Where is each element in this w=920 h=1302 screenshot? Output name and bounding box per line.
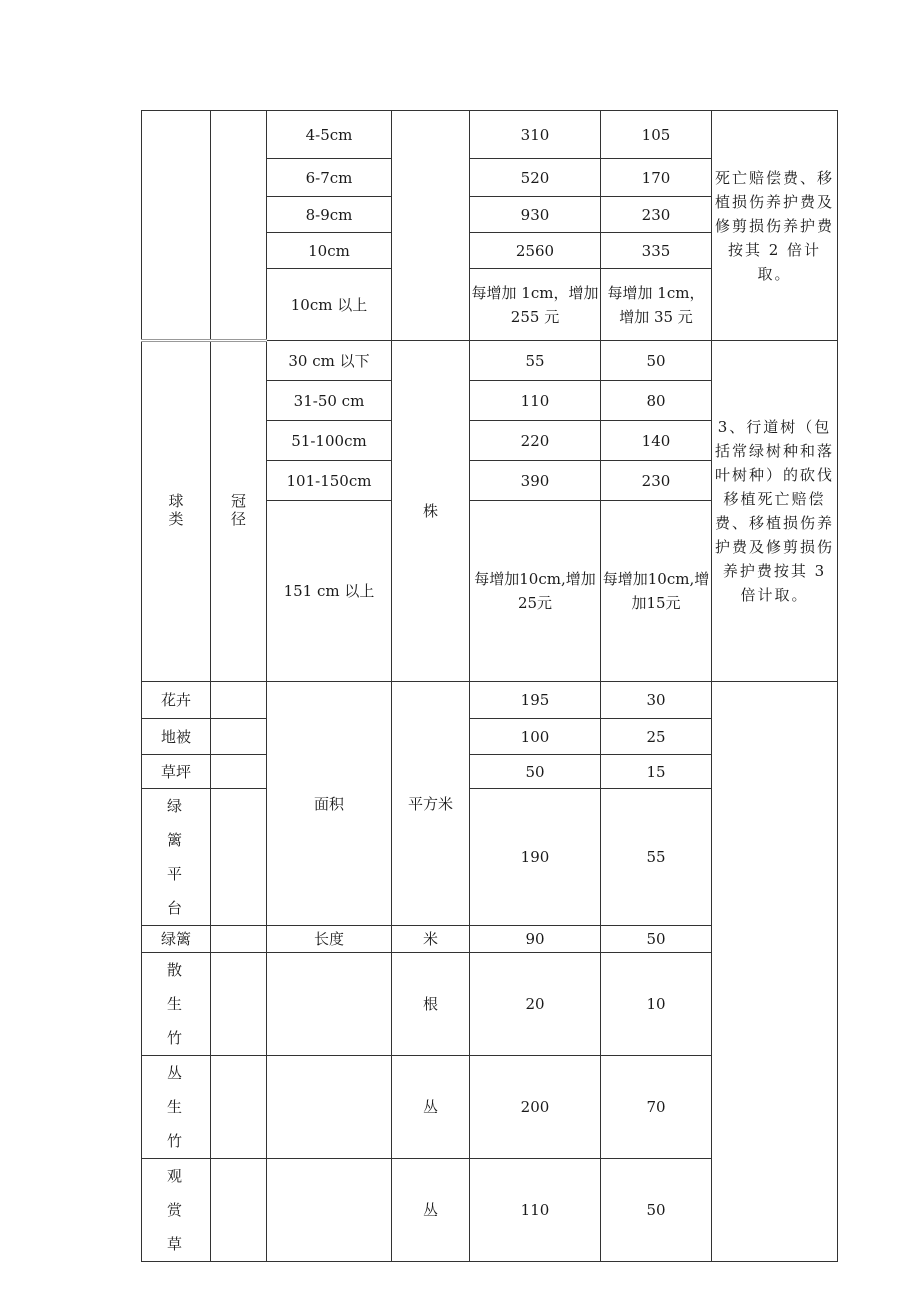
category-cell: 地被 (142, 719, 211, 755)
value2-cell: 70 (601, 1056, 712, 1159)
value2-cell: 230 (601, 461, 712, 501)
value2-cell: 230 (601, 197, 712, 233)
spec-cell: 8-9cm (267, 197, 392, 233)
unit-cell: 株 (392, 341, 470, 682)
measure-cell (211, 341, 267, 682)
category-cell: 草坪 (142, 755, 211, 789)
value1-cell: 100 (470, 719, 601, 755)
value1-cell: 每增加 1cm，增加 255 元 (470, 269, 601, 341)
measure-cell (211, 682, 267, 719)
value2-cell: 15 (601, 755, 712, 789)
spec-cell: 面积 (267, 682, 392, 926)
value2-cell: 50 (601, 926, 712, 953)
value2-cell: 每增加 1cm，增加 35 元 (601, 269, 712, 341)
measure-cell (211, 719, 267, 755)
value2-cell: 170 (601, 159, 712, 197)
unit-cell: 丛 (392, 1159, 470, 1262)
value1-cell: 55 (470, 341, 601, 381)
value1-cell: 90 (470, 926, 601, 953)
spec-cell: 101-150cm (267, 461, 392, 501)
category-cell (142, 953, 211, 1056)
value2-cell: 140 (601, 421, 712, 461)
value2-cell: 55 (601, 789, 712, 926)
note-cell (712, 682, 838, 1262)
value1-cell: 2560 (470, 233, 601, 269)
category-label: 散生竹 (166, 961, 185, 1047)
spec-cell: 4-5cm (267, 111, 392, 159)
unit-cell: 丛 (392, 1056, 470, 1159)
value1-cell: 190 (470, 789, 601, 926)
note-cell: 死亡赔偿费、移植损伤养护费及修剪损伤养护费按其 2 倍计取。 (712, 111, 838, 341)
spec-cell: 151 cm 以上 (267, 501, 392, 682)
note-cell: 3、行道树（包括常绿树种和落叶树种）的砍伐移植死亡赔偿费、移植损伤养护费及修剪损伤养护费按其 3 倍计取。 (712, 341, 838, 682)
category-label: 观赏草 (166, 1167, 185, 1253)
value2-cell: 80 (601, 381, 712, 421)
value2-cell: 335 (601, 233, 712, 269)
value1-cell: 390 (470, 461, 601, 501)
spec-cell: 51-100cm (267, 421, 392, 461)
spec-cell: 10cm (267, 233, 392, 269)
value1-cell: 每增加10cm,增加25元 (470, 501, 601, 682)
category-label: 丛生竹 (166, 1064, 185, 1150)
value1-cell: 110 (470, 381, 601, 421)
category-cell (142, 1056, 211, 1159)
spec-cell (267, 1056, 392, 1159)
unit-cell: 平方米 (392, 682, 470, 926)
spec-cell: 长度 (267, 926, 392, 953)
spec-cell: 31-50 cm (267, 381, 392, 421)
value2-cell: 50 (601, 1159, 712, 1262)
category-cell (142, 1159, 211, 1262)
spec-cell: 10cm 以上 (267, 269, 392, 341)
spec-cell (267, 1159, 392, 1262)
value1-cell: 50 (470, 755, 601, 789)
value2-cell: 105 (601, 111, 712, 159)
value2-cell: 10 (601, 953, 712, 1056)
measure-cell (211, 111, 267, 341)
category-cell: 绿篱 (142, 926, 211, 953)
unit-cell: 根 (392, 953, 470, 1056)
category-label: 球类 (168, 491, 184, 529)
value2-cell: 每增加10cm,增加15元 (601, 501, 712, 682)
measure-cell (211, 1159, 267, 1262)
value1-cell: 310 (470, 111, 601, 159)
spec-cell (267, 953, 392, 1056)
category-cell (142, 789, 211, 926)
value2-cell: 50 (601, 341, 712, 381)
spec-cell: 30 cm 以下 (267, 341, 392, 381)
compensation-table (141, 110, 838, 1262)
spec-cell: 6-7cm (267, 159, 392, 197)
category-label: 绿篱平台 (166, 797, 185, 917)
measure-cell (211, 755, 267, 789)
value1-cell: 220 (470, 421, 601, 461)
measure-cell (211, 789, 267, 926)
value2-cell: 25 (601, 719, 712, 755)
value1-cell: 930 (470, 197, 601, 233)
unit-cell: 米 (392, 926, 470, 953)
category-cell (142, 111, 211, 341)
measure-cell (211, 926, 267, 953)
value1-cell: 20 (470, 953, 601, 1056)
table-row (142, 341, 838, 381)
measure-label: 冠径 (231, 491, 247, 529)
value1-cell: 110 (470, 1159, 601, 1262)
category-cell: 花卉 (142, 682, 211, 719)
value1-cell: 200 (470, 1056, 601, 1159)
unit-cell (392, 111, 470, 341)
measure-cell (211, 953, 267, 1056)
value2-cell: 30 (601, 682, 712, 719)
category-cell (142, 341, 211, 682)
value1-cell: 520 (470, 159, 601, 197)
measure-cell (211, 1056, 267, 1159)
table-row (142, 682, 838, 719)
table-row (142, 111, 838, 159)
value1-cell: 195 (470, 682, 601, 719)
